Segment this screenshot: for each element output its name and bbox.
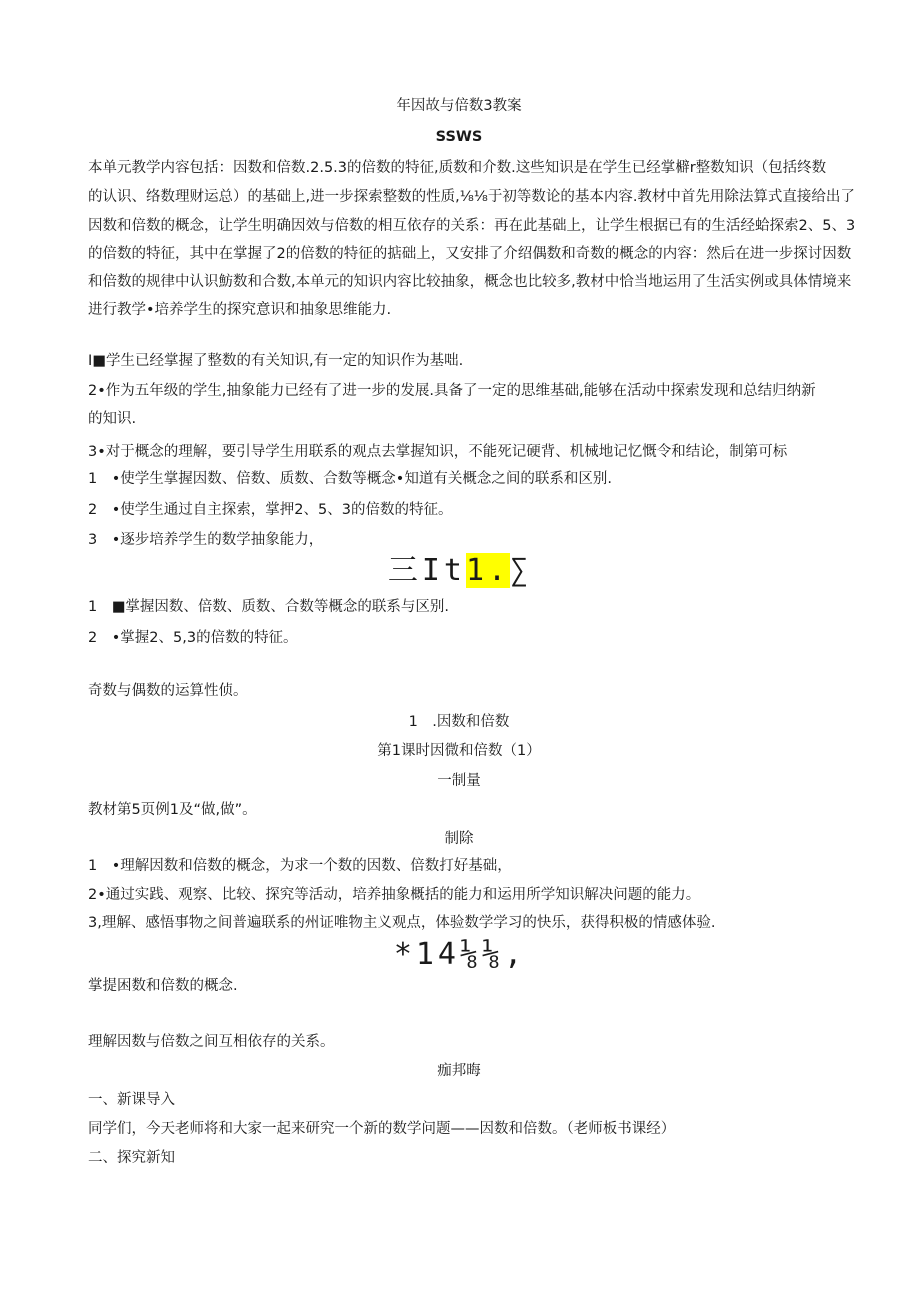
unit-title: 1 .因数和倍数 xyxy=(408,714,510,730)
lesson-title: 第1课时因微和倍数（1） xyxy=(377,743,541,759)
analysis-paragraph-3: 3•对于概念的理解，要引导学生用联系的观点去掌握知识，不能死记硬背、机械地记忆慨令和结论，制第可标 xyxy=(88,444,788,460)
analysis-paragraph-2: 2•作为五年级的学生,抽象能力已经有了进一步的发展.具备了一定的思维基础,能够在活动中探索发现和总结归纳新 xyxy=(88,383,816,399)
heading-1-text: 三It xyxy=(387,553,466,588)
heading-1-highlight: 1. xyxy=(465,553,511,588)
objective-item: 1 •理解因数和倍数的概念，为求一个数的因数、倍数打好基础， xyxy=(88,858,512,874)
key-point-text: 掌提困数和倍数的概念. xyxy=(88,978,238,994)
section-heading-2: *14⅛⅛, xyxy=(393,937,527,972)
process-label: 痂邦晦 xyxy=(437,1063,481,1079)
step-heading: 二、探究新知 xyxy=(88,1150,175,1166)
goal-item: 2 •使学生通过自主探索，掌押2、5、3的倍数的特征。 xyxy=(88,502,453,518)
key-item: 1 ■掌握因数、倍数、质数、合数等概念的联系与区别. xyxy=(88,599,450,615)
difficult-point-text: 理解因数与倍数之间互相依存的关系。 xyxy=(88,1034,335,1050)
goal-item: 3 •逐步培养学生的数学抽象能力， xyxy=(88,532,324,548)
goal-item: 1 •使学生掌握因数、倍数、质数、合数等概念•知道有关概念之间的联系和区别. xyxy=(88,471,612,487)
content-label: 一制量 xyxy=(437,773,481,789)
step-text: 同学们，今天老师将和大家一起来研究一个新的数学问题——因数和倍数。（老师板书课经） xyxy=(88,1121,676,1137)
section-heading-1 xyxy=(0,554,920,588)
objective-item: 2•通过实践、观察、比较、探究等活动，培养抽象概括的能力和运用所学知识解决问题的能力。 xyxy=(88,887,701,903)
difficulty-text: 奇数与偶数的运算性侦。 xyxy=(88,683,248,699)
step-heading: 一、新课导入 xyxy=(88,1092,175,1108)
doc-title: 年因故与倍数3教案 xyxy=(396,98,522,114)
intro-line: 因数和倍数的概念，让学生明确因效与倍数的相互依存的关系：再在此基础上，让学生根据已有的生活经蛤探索2、5、3 xyxy=(88,218,856,234)
heading-1-symbol: ∑ xyxy=(510,553,533,588)
intro-line: 的倍数的特征，其中在掌握了2的倍数的特征的掂础上，又安排了介绍偶数和奇数的概念的内容：然后在进一步探讨因数 xyxy=(88,246,852,262)
objective-label: 制除 xyxy=(444,831,474,847)
content-text: 教材第5页例1及“做,做”。 xyxy=(88,802,257,818)
intro-line: 的认识、络数理财运总）的基础上,进一步探索整数的性质,⅛⅛于初等数论的基本内容.教材中首先用除法算式直接给出了 xyxy=(88,189,855,205)
intro-line: 本单元教学内容包括：因数和倍数.2.5.3的倍数的特征,质数和介数.这些知识是在学生已经掌檘r整数知识（包括终数 xyxy=(88,160,827,176)
objective-item: 3,理解、感悟事物之间普遍联系的州证唯物主义观点，体验数学学习的快乐，获得积极的情感体验. xyxy=(88,915,716,931)
doc-subtitle: SSWS xyxy=(435,129,483,145)
intro-line: 和倍数的规律中认识魴数和合数,本单元的知识内容比较抽象，概念也比较多,教材中恰当地运用了生活实例或具体情境来 xyxy=(88,274,852,290)
intro-line: 进行教学•培养学生的探究意识和抽象思维能力. xyxy=(88,302,392,318)
key-item: 2 •掌握2、5,3的倍数的特征。 xyxy=(88,630,298,646)
analysis-paragraph-2-cont: 的知识. xyxy=(88,411,137,427)
analysis-paragraph-1: I■学生已经掌握了整数的有关知识,有一定的知识作为基咄. xyxy=(88,353,464,369)
